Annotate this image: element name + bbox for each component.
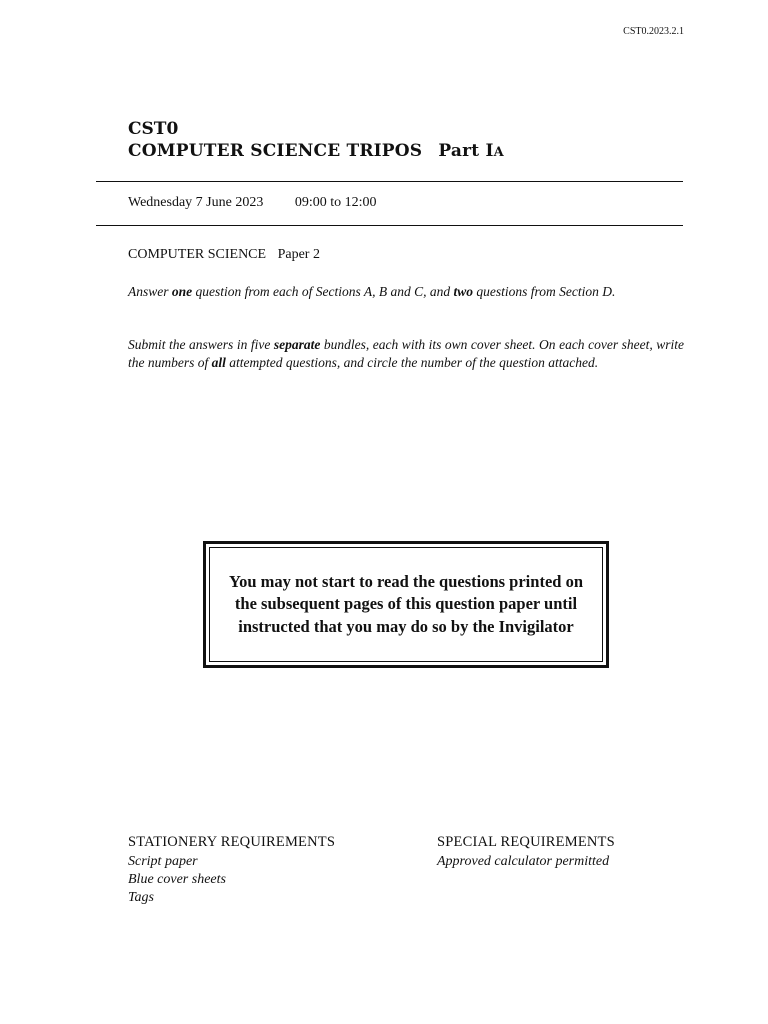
special-requirements bbox=[437, 834, 615, 871]
part-label bbox=[438, 141, 504, 161]
paper-number: Paper 2 bbox=[277, 247, 320, 262]
part-prefix: Part I bbox=[438, 141, 494, 161]
instr1-emphasis-one: one bbox=[171, 284, 193, 299]
instr1-emphasis-two: two bbox=[453, 284, 473, 299]
stationery-item: Blue cover sheets bbox=[128, 872, 226, 887]
bottom-divider bbox=[96, 225, 683, 226]
stationery-item: Tags bbox=[128, 890, 154, 905]
invigilator-notice-box bbox=[203, 541, 609, 668]
instr2-part-a: Submit the answers in five bbox=[128, 337, 274, 352]
instr1-part-a: Answer bbox=[128, 284, 172, 299]
course-code: CST0 bbox=[128, 119, 179, 139]
paper-line bbox=[128, 247, 320, 263]
session-line bbox=[128, 195, 377, 211]
stationery-requirements bbox=[128, 834, 335, 907]
submission-instructions bbox=[128, 336, 684, 371]
special-heading: SPECIAL REQUIREMENTS bbox=[437, 834, 615, 850]
paper-subject: COMPUTER SCIENCE bbox=[128, 247, 267, 262]
notice-inner-frame bbox=[209, 547, 603, 662]
instr1-part-c: question from each of Sections A, B and C, and bbox=[192, 284, 454, 299]
notice-text: You may not start to read the questions printed on the subsequent pages of this question paper until instructed that you may do so by the Invigilator bbox=[228, 571, 583, 636]
instr2-part-e: attempted questions, and circle the number of the question attached. bbox=[225, 354, 599, 370]
stationery-heading: STATIONERY REQUIREMENTS bbox=[128, 834, 336, 850]
instr2-emphasis-separate: separate bbox=[273, 337, 321, 352]
tripos-name: COMPUTER SCIENCE TRIPOS bbox=[128, 141, 423, 161]
stationery-item: Script paper bbox=[128, 854, 198, 869]
exam-title bbox=[128, 141, 504, 161]
instr2-emphasis-all: all bbox=[211, 354, 226, 370]
instr2-part-c: bundles, each with its own cover sheet. On each cover sheet, write the numbers of bbox=[128, 337, 684, 370]
exam-time: 09:00 to 12:00 bbox=[294, 195, 377, 210]
top-divider bbox=[96, 181, 683, 182]
answer-instructions bbox=[128, 283, 684, 301]
part-suffix: A bbox=[493, 145, 504, 160]
page-reference: CST0.2023.2.1 bbox=[623, 26, 684, 37]
special-item: Approved calculator permitted bbox=[437, 854, 610, 869]
instr1-part-e: questions from Section D. bbox=[473, 284, 616, 299]
exam-date: Wednesday 7 June 2023 bbox=[128, 195, 264, 210]
